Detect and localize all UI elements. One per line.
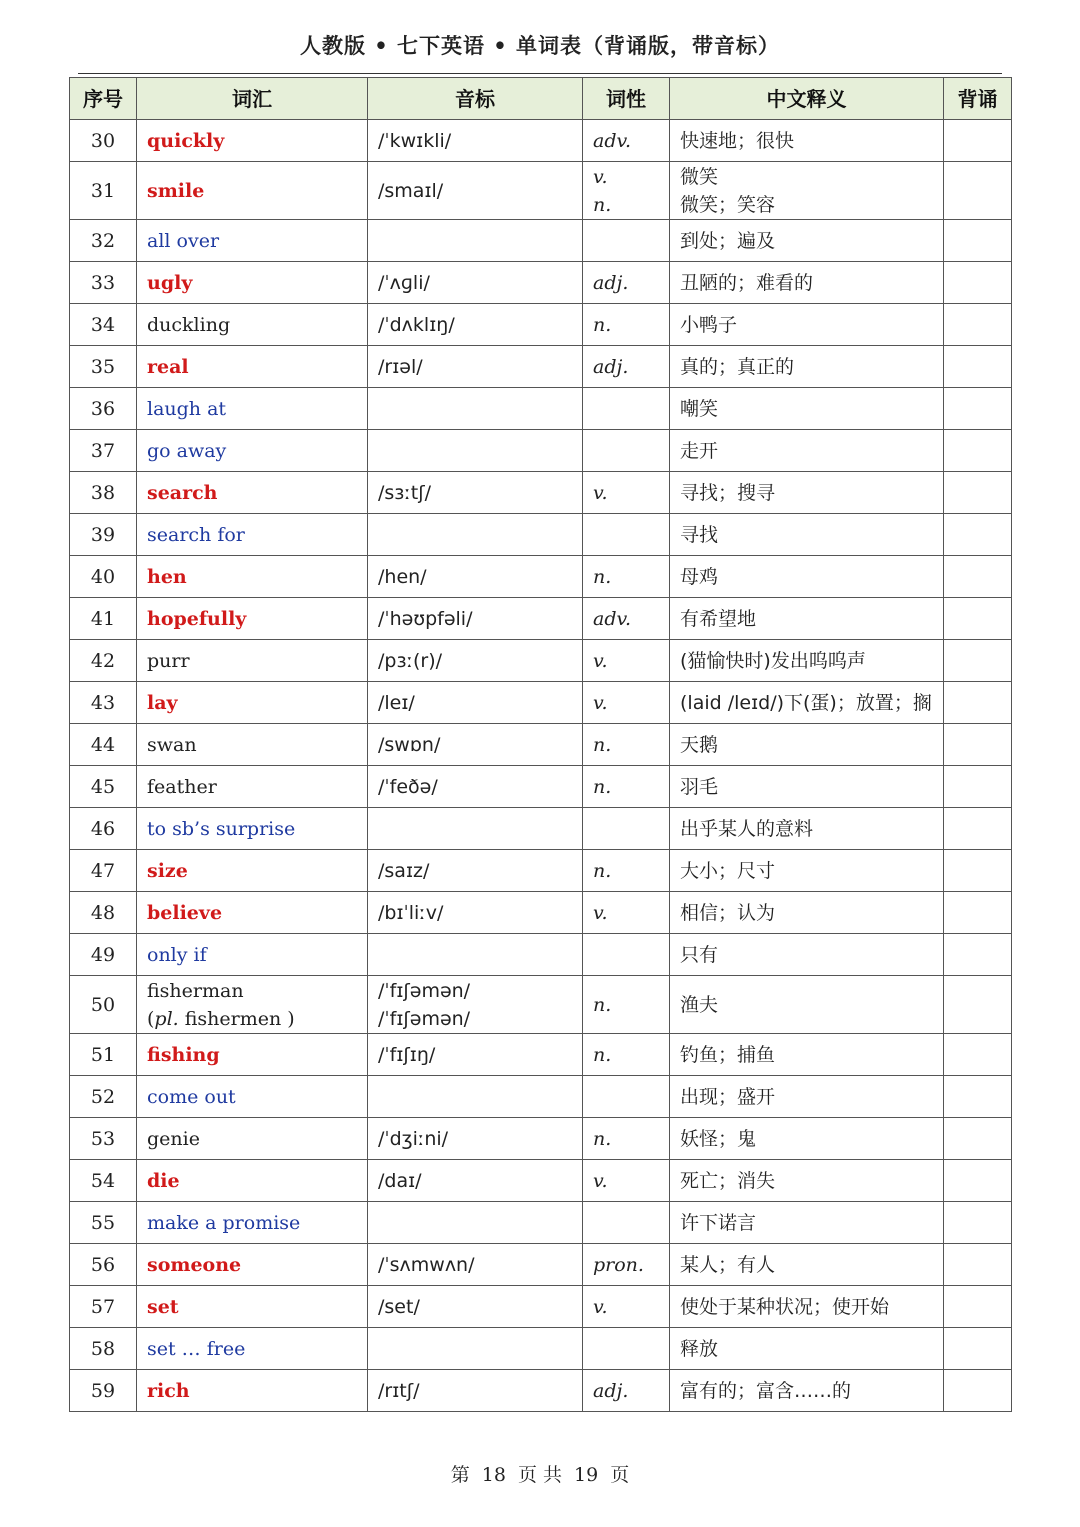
table-row bbox=[70, 1160, 1012, 1202]
row-number: 58 bbox=[70, 1328, 137, 1370]
recite-checkbox-cell[interactable] bbox=[944, 1328, 1012, 1370]
recite-checkbox-cell[interactable] bbox=[944, 1202, 1012, 1244]
recite-checkbox-cell[interactable] bbox=[944, 850, 1012, 892]
row-number: 39 bbox=[70, 514, 137, 556]
chinese-meaning: 死亡；消失 bbox=[670, 1160, 944, 1202]
chinese-meaning: 寻找；搜寻 bbox=[670, 472, 944, 514]
chinese-meaning: 小鸭子 bbox=[670, 304, 944, 346]
column-header-number: 序号 bbox=[70, 78, 137, 120]
table-row bbox=[70, 1370, 1012, 1412]
chinese-meaning: 母鸡 bbox=[670, 556, 944, 598]
footer-total-pages: 19 bbox=[574, 1464, 599, 1486]
vocab-word: search bbox=[137, 472, 368, 514]
chinese-meaning: 寻找 bbox=[670, 514, 944, 556]
part-of-speech bbox=[583, 808, 670, 850]
table-row bbox=[70, 682, 1012, 724]
chinese-meaning: 天鹅 bbox=[670, 724, 944, 766]
recite-checkbox-cell[interactable] bbox=[944, 934, 1012, 976]
phonetic-line-1: /ˈfɪʃəmən/ bbox=[378, 979, 471, 1002]
part-of-speech: v. bbox=[583, 472, 670, 514]
recite-checkbox-cell[interactable] bbox=[944, 346, 1012, 388]
chinese-meaning: 妖怪；鬼 bbox=[670, 1118, 944, 1160]
recite-checkbox-cell[interactable] bbox=[944, 766, 1012, 808]
vocab-word-plural bbox=[147, 1005, 357, 1033]
chinese-meaning: 出乎某人的意料 bbox=[670, 808, 944, 850]
table-row bbox=[70, 304, 1012, 346]
recite-checkbox-cell[interactable] bbox=[944, 682, 1012, 724]
vocab-word: hen bbox=[137, 556, 368, 598]
vocab-word: all over bbox=[137, 220, 368, 262]
phonetic: /ˈdʒiːni/ bbox=[368, 1118, 583, 1160]
part-of-speech-1: v. bbox=[593, 165, 608, 188]
phonetic bbox=[368, 1076, 583, 1118]
footer-mid: 页 共 bbox=[517, 1464, 563, 1486]
recite-checkbox-cell[interactable] bbox=[944, 1370, 1012, 1412]
recite-checkbox-cell[interactable] bbox=[944, 640, 1012, 682]
table-row bbox=[70, 766, 1012, 808]
phonetic bbox=[368, 934, 583, 976]
part-of-speech: n. bbox=[583, 1118, 670, 1160]
vocab-word: go away bbox=[137, 430, 368, 472]
part-of-speech bbox=[583, 388, 670, 430]
table-row bbox=[70, 1202, 1012, 1244]
vocab-word: swan bbox=[137, 724, 368, 766]
phonetic: /ˈʌɡli/ bbox=[368, 262, 583, 304]
recite-checkbox-cell[interactable] bbox=[944, 472, 1012, 514]
page-title: 人教版 • 七下英语 • 单词表（背诵版，带音标） bbox=[299, 33, 781, 58]
part-of-speech: n. bbox=[583, 304, 670, 346]
part-of-speech bbox=[583, 162, 670, 220]
row-number: 53 bbox=[70, 1118, 137, 1160]
table-row bbox=[70, 430, 1012, 472]
plural-abbrev: pl. bbox=[154, 1007, 179, 1030]
plural-form: fishermen ) bbox=[178, 1007, 295, 1030]
part-of-speech: v. bbox=[583, 1286, 670, 1328]
recite-checkbox-cell[interactable] bbox=[944, 1286, 1012, 1328]
table-row bbox=[70, 724, 1012, 766]
row-number: 40 bbox=[70, 556, 137, 598]
chinese-meaning: (猫愉快时)发出呜呜声 bbox=[670, 640, 944, 682]
row-number: 31 bbox=[70, 162, 137, 220]
phonetic-line-2: /ˈfɪʃəmən/ bbox=[378, 1007, 471, 1030]
phonetic: /smaɪl/ bbox=[368, 162, 583, 220]
phonetic bbox=[368, 1202, 583, 1244]
plural-open-paren: ( bbox=[147, 1007, 155, 1030]
phonetic: /bɪˈliːv/ bbox=[368, 892, 583, 934]
row-number: 32 bbox=[70, 220, 137, 262]
chinese-meaning: 大小；尺寸 bbox=[670, 850, 944, 892]
row-number: 37 bbox=[70, 430, 137, 472]
phonetic: /daɪ/ bbox=[368, 1160, 583, 1202]
vocab-word: to sb’s surprise bbox=[137, 808, 368, 850]
vocabulary-table bbox=[69, 77, 1012, 1412]
part-of-speech bbox=[583, 934, 670, 976]
chinese-meaning: 钓鱼；捕鱼 bbox=[670, 1034, 944, 1076]
part-of-speech: n. bbox=[583, 976, 670, 1034]
phonetic bbox=[368, 808, 583, 850]
recite-checkbox-cell[interactable] bbox=[944, 1160, 1012, 1202]
row-number: 52 bbox=[70, 1076, 137, 1118]
phonetic: /ˈkwɪkli/ bbox=[368, 120, 583, 162]
table-row bbox=[70, 262, 1012, 304]
meaning-line-2: 微笑；笑容 bbox=[680, 193, 776, 216]
recite-checkbox-cell[interactable] bbox=[944, 1244, 1012, 1286]
column-header-meaning: 中文释义 bbox=[670, 78, 944, 120]
part-of-speech: n. bbox=[583, 724, 670, 766]
row-number: 33 bbox=[70, 262, 137, 304]
part-of-speech: adj. bbox=[583, 1370, 670, 1412]
part-of-speech: adj. bbox=[583, 346, 670, 388]
recite-checkbox-cell[interactable] bbox=[944, 262, 1012, 304]
vocab-word: smile bbox=[137, 162, 368, 220]
chinese-meaning: 渔夫 bbox=[670, 976, 944, 1034]
page-footer bbox=[0, 1460, 1080, 1487]
phonetic: /ˈfɪʃɪŋ/ bbox=[368, 1034, 583, 1076]
vocab-word: rich bbox=[137, 1370, 368, 1412]
chinese-meaning: 某人；有人 bbox=[670, 1244, 944, 1286]
phonetic bbox=[368, 388, 583, 430]
recite-checkbox-cell[interactable] bbox=[944, 1034, 1012, 1076]
vocab-word: real bbox=[137, 346, 368, 388]
chinese-meaning: (laid /leɪd/)下(蛋)；放置；搁 bbox=[670, 682, 944, 724]
row-number: 30 bbox=[70, 120, 137, 162]
table-row bbox=[70, 1076, 1012, 1118]
row-number: 36 bbox=[70, 388, 137, 430]
meaning-line-1: 微笑 bbox=[680, 165, 719, 188]
recite-checkbox-cell[interactable] bbox=[944, 724, 1012, 766]
table-row bbox=[70, 162, 1012, 220]
part-of-speech bbox=[583, 1076, 670, 1118]
row-number: 44 bbox=[70, 724, 137, 766]
row-number: 35 bbox=[70, 346, 137, 388]
recite-checkbox-cell[interactable] bbox=[944, 304, 1012, 346]
row-number: 38 bbox=[70, 472, 137, 514]
phonetic: /rɪtʃ/ bbox=[368, 1370, 583, 1412]
vocab-word: duckling bbox=[137, 304, 368, 346]
phonetic: /hen/ bbox=[368, 556, 583, 598]
part-of-speech-2: n. bbox=[593, 193, 612, 216]
phonetic: /ˈsʌmwʌn/ bbox=[368, 1244, 583, 1286]
phonetic: /leɪ/ bbox=[368, 682, 583, 724]
part-of-speech: adj. bbox=[583, 262, 670, 304]
vocab-word: someone bbox=[137, 1244, 368, 1286]
recite-checkbox-cell[interactable] bbox=[944, 388, 1012, 430]
phonetic: /saɪz/ bbox=[368, 850, 583, 892]
chinese-meaning: 相信；认为 bbox=[670, 892, 944, 934]
table-row bbox=[70, 808, 1012, 850]
chinese-meaning: 走开 bbox=[670, 430, 944, 472]
row-number: 51 bbox=[70, 1034, 137, 1076]
row-number: 42 bbox=[70, 640, 137, 682]
table-row bbox=[70, 640, 1012, 682]
recite-checkbox-cell[interactable] bbox=[944, 1076, 1012, 1118]
row-number: 55 bbox=[70, 1202, 137, 1244]
phonetic: /pɜː(r)/ bbox=[368, 640, 583, 682]
row-number: 56 bbox=[70, 1244, 137, 1286]
part-of-speech: v. bbox=[583, 682, 670, 724]
chinese-meaning bbox=[670, 162, 944, 220]
part-of-speech bbox=[583, 1202, 670, 1244]
part-of-speech bbox=[583, 514, 670, 556]
recite-checkbox-cell[interactable] bbox=[944, 514, 1012, 556]
table-row bbox=[70, 598, 1012, 640]
part-of-speech: v. bbox=[583, 1160, 670, 1202]
row-number: 47 bbox=[70, 850, 137, 892]
table-row bbox=[70, 120, 1012, 162]
part-of-speech bbox=[583, 220, 670, 262]
table-row bbox=[70, 892, 1012, 934]
vocab-word-singular: fisherman bbox=[147, 979, 244, 1002]
part-of-speech: v. bbox=[583, 892, 670, 934]
recite-checkbox-cell[interactable] bbox=[944, 120, 1012, 162]
part-of-speech bbox=[583, 1328, 670, 1370]
vocab-word: set bbox=[137, 1286, 368, 1328]
table-row bbox=[70, 346, 1012, 388]
vocab-word: make a promise bbox=[137, 1202, 368, 1244]
part-of-speech: v. bbox=[583, 640, 670, 682]
table-row bbox=[70, 220, 1012, 262]
vocab-word: hopefully bbox=[137, 598, 368, 640]
column-header-phonetic: 音标 bbox=[368, 78, 583, 120]
recite-checkbox-cell[interactable] bbox=[944, 430, 1012, 472]
footer-page-number: 18 bbox=[481, 1464, 506, 1486]
vocab-word: set … free bbox=[137, 1328, 368, 1370]
recite-checkbox-cell[interactable] bbox=[944, 556, 1012, 598]
footer-suffix: 页 bbox=[610, 1464, 630, 1486]
chinese-meaning: 有希望地 bbox=[670, 598, 944, 640]
row-number: 45 bbox=[70, 766, 137, 808]
row-number: 46 bbox=[70, 808, 137, 850]
phonetic: /ˈhəʊpfəli/ bbox=[368, 598, 583, 640]
vocab-word: believe bbox=[137, 892, 368, 934]
footer-prefix: 第 bbox=[450, 1464, 470, 1486]
column-header-part-of-speech: 词性 bbox=[583, 78, 670, 120]
part-of-speech: n. bbox=[583, 766, 670, 808]
table-row bbox=[70, 1328, 1012, 1370]
table-row bbox=[70, 1244, 1012, 1286]
chinese-meaning: 丑陋的；难看的 bbox=[670, 262, 944, 304]
chinese-meaning: 释放 bbox=[670, 1328, 944, 1370]
vocab-word: ugly bbox=[137, 262, 368, 304]
table-row bbox=[70, 976, 1012, 1034]
vocab-word: purr bbox=[137, 640, 368, 682]
vocab-word: only if bbox=[137, 934, 368, 976]
part-of-speech: pron. bbox=[583, 1244, 670, 1286]
chinese-meaning: 到处；遍及 bbox=[670, 220, 944, 262]
vocab-word: quickly bbox=[137, 120, 368, 162]
table-row bbox=[70, 1286, 1012, 1328]
chinese-meaning: 真的；真正的 bbox=[670, 346, 944, 388]
table-row bbox=[70, 472, 1012, 514]
recite-checkbox-cell[interactable] bbox=[944, 220, 1012, 262]
row-number: 48 bbox=[70, 892, 137, 934]
table-row bbox=[70, 556, 1012, 598]
recite-checkbox-cell[interactable] bbox=[944, 162, 1012, 220]
phonetic: /swɒn/ bbox=[368, 724, 583, 766]
chinese-meaning: 只有 bbox=[670, 934, 944, 976]
vocab-word: feather bbox=[137, 766, 368, 808]
vocab-word: genie bbox=[137, 1118, 368, 1160]
table-row bbox=[70, 388, 1012, 430]
row-number: 50 bbox=[70, 976, 137, 1034]
row-number: 34 bbox=[70, 304, 137, 346]
table-row bbox=[70, 514, 1012, 556]
part-of-speech: n. bbox=[583, 556, 670, 598]
row-number: 43 bbox=[70, 682, 137, 724]
header-divider bbox=[78, 73, 1002, 74]
phonetic bbox=[368, 430, 583, 472]
part-of-speech: n. bbox=[583, 850, 670, 892]
vocab-word: laugh at bbox=[137, 388, 368, 430]
chinese-meaning: 出现；盛开 bbox=[670, 1076, 944, 1118]
phonetic bbox=[368, 976, 583, 1034]
vocab-word: die bbox=[137, 1160, 368, 1202]
phonetic: /ˈfeðə/ bbox=[368, 766, 583, 808]
phonetic: /sɜːtʃ/ bbox=[368, 472, 583, 514]
part-of-speech: n. bbox=[583, 1034, 670, 1076]
vocab-word: come out bbox=[137, 1076, 368, 1118]
vocab-word bbox=[137, 976, 368, 1034]
column-header-recite: 背诵 bbox=[944, 78, 1012, 120]
phonetic bbox=[368, 1328, 583, 1370]
table-header-row bbox=[70, 78, 1012, 120]
recite-checkbox-cell[interactable] bbox=[944, 892, 1012, 934]
table-row bbox=[70, 850, 1012, 892]
chinese-meaning: 羽毛 bbox=[670, 766, 944, 808]
part-of-speech bbox=[583, 430, 670, 472]
table-row bbox=[70, 1118, 1012, 1160]
chinese-meaning: 使处于某种状况；使开始 bbox=[670, 1286, 944, 1328]
chinese-meaning: 快速地；很快 bbox=[670, 120, 944, 162]
column-header-word: 词汇 bbox=[137, 78, 368, 120]
vocab-word: search for bbox=[137, 514, 368, 556]
part-of-speech: adv. bbox=[583, 120, 670, 162]
recite-checkbox-cell[interactable] bbox=[944, 598, 1012, 640]
table-body bbox=[70, 120, 1012, 1412]
row-number: 57 bbox=[70, 1286, 137, 1328]
chinese-meaning: 富有的；富含……的 bbox=[670, 1370, 944, 1412]
phonetic bbox=[368, 220, 583, 262]
chinese-meaning: 许下诺言 bbox=[670, 1202, 944, 1244]
table-row bbox=[70, 934, 1012, 976]
phonetic: /ˈdʌklɪŋ/ bbox=[368, 304, 583, 346]
row-number: 41 bbox=[70, 598, 137, 640]
part-of-speech: adv. bbox=[583, 598, 670, 640]
phonetic: /set/ bbox=[368, 1286, 583, 1328]
vocab-word: lay bbox=[137, 682, 368, 724]
chinese-meaning: 嘲笑 bbox=[670, 388, 944, 430]
phonetic bbox=[368, 514, 583, 556]
table-row bbox=[70, 1034, 1012, 1076]
vocab-word: fishing bbox=[137, 1034, 368, 1076]
recite-checkbox-cell[interactable] bbox=[944, 808, 1012, 850]
row-number: 49 bbox=[70, 934, 137, 976]
recite-checkbox-cell[interactable] bbox=[944, 976, 1012, 1034]
recite-checkbox-cell[interactable] bbox=[944, 1118, 1012, 1160]
row-number: 54 bbox=[70, 1160, 137, 1202]
row-number: 59 bbox=[70, 1370, 137, 1412]
vocab-word: size bbox=[137, 850, 368, 892]
phonetic: /rɪəl/ bbox=[368, 346, 583, 388]
